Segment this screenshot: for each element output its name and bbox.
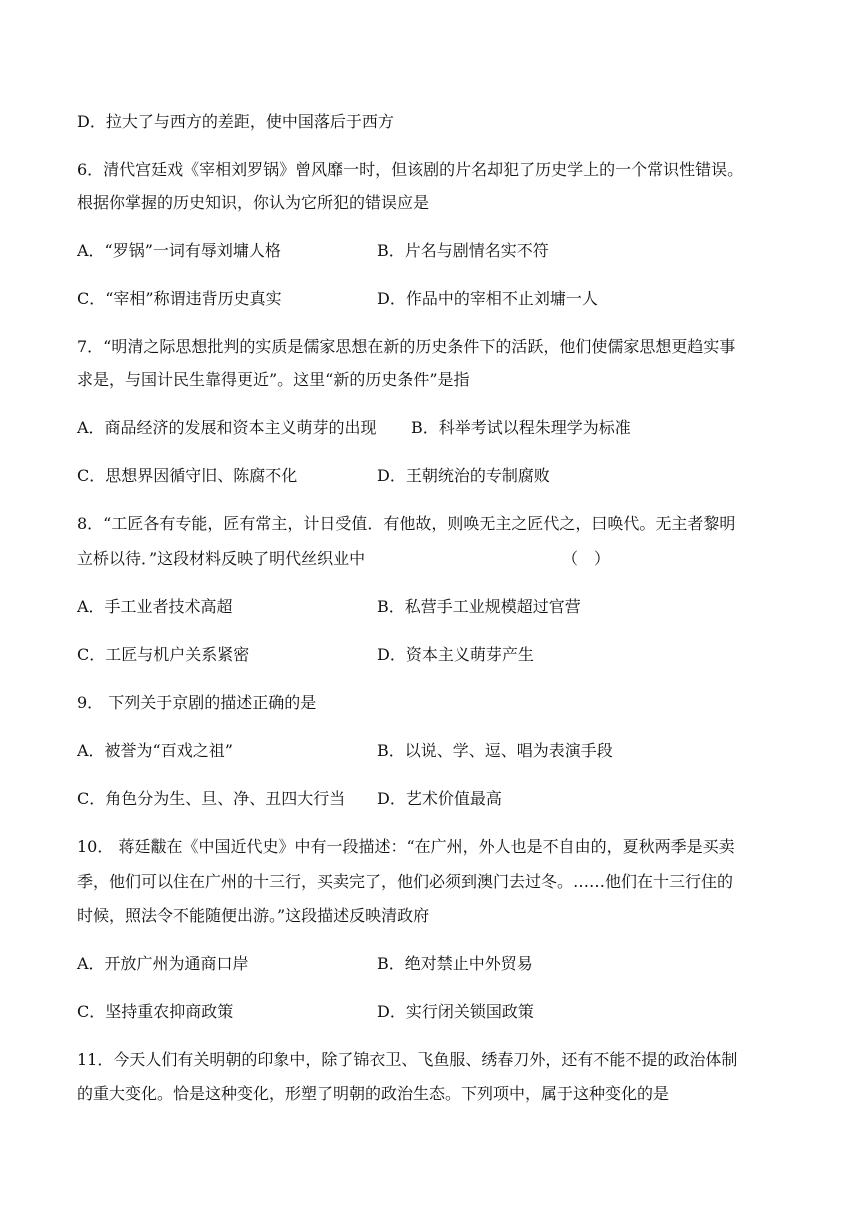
q6-option-d: D．作品中的宰相不止刘墉一人 (377, 289, 598, 308)
q9-option-b: B．以说、学、逗、唱为表演手段 (377, 741, 613, 760)
q7-stem-line-1: 7．“明清之际思想批判的实质是儒家思想在新的历史条件下的活跃，他们使儒家思想更趋实事 (77, 337, 736, 356)
q10-stem-line-1: 10． 蒋廷黻在《中国近代史》中有一段描述：“在广州，外人也是不自由的，夏秋两季是买卖 (77, 837, 735, 856)
q10-option-b: B．绝对禁止中外贸易 (377, 954, 533, 973)
q10-option-a: A．开放广州为通商口岸 (77, 954, 249, 973)
q9-option-d: D．艺术价值最高 (377, 789, 502, 808)
q6-option-a: A．“罗锅”一词有辱刘墉人格 (77, 241, 281, 260)
q8-option-c: C．工匠与机户关系紧密 (77, 645, 250, 664)
q8-option-a: A．手工业者技术高超 (77, 597, 233, 616)
q10-option-c: C．坚持重农抑商政策 (77, 1002, 234, 1021)
q10-stem-line-2: 季，他们可以住在广州的十三行，买卖完了，他们必须到澳门去过冬。……他们在十三行住的 (77, 872, 734, 891)
q6-option-b: B．片名与剧情名实不符 (377, 241, 549, 260)
q8-stem-text: 立桥以待．”这段材料反映了明代丝织业中 (77, 549, 366, 568)
q8-stem-line-1: 8．“工匠各有专能，匠有常主，计日受值．有他故，则唤无主之匠代之，曰唤代。无主者黎明 (77, 514, 736, 533)
q6-option-c: C．“宰相”称谓违背历史真实 (77, 289, 282, 308)
q7-option-d: D．王朝统治的专制腐败 (377, 466, 550, 485)
q8-stem-line-2 (77, 549, 797, 569)
q7-option-c: C．思想界因循守旧、陈腐不化 (77, 466, 298, 485)
q9-option-a: A．被誉为“百戏之祖” (77, 741, 233, 760)
q5-option-d: D．拉大了与西方的差距，使中国落后于西方 (77, 112, 394, 131)
q8-answer-paren: （ ） (562, 549, 611, 568)
q10-option-d: D．实行闭关锁国政策 (377, 1002, 534, 1021)
q11-stem-line-1: 11．今天人们有关明朝的印象中，除了锦衣卫、飞鱼服、绣春刀外，还有不能不提的政治体制 (77, 1050, 738, 1069)
q6-stem-line-2: 根据你掌握的历史知识，你认为它所犯的错误应是 (77, 193, 430, 212)
q8-option-d: D．资本主义萌芽产生 (377, 645, 534, 664)
q9-stem-line-1: 9． 下列关于京剧的描述正确的是 (77, 693, 317, 712)
q6-stem-line-1: 6．清代宫廷戏《宰相刘罗锅》曾风靡一时，但该剧的片名却犯了历史学上的一个常识性错误。 (77, 160, 744, 179)
q9-option-c: C．角色分为生、旦、净、丑四大行当 (77, 789, 346, 808)
q7-stem-line-2: 求是，与国计民生靠得更近”。这里“新的历史条件”是指 (77, 370, 470, 389)
q7-option-b: B．科举考试以程朱理学为标准 (411, 418, 631, 437)
q11-stem-line-2: 的重大变化。恰是这种变化，形塑了明朝的政治生态。下列项中，属于这种变化的是 (77, 1084, 670, 1103)
q7-option-a: A．商品经济的发展和资本主义萌芽的出现 (77, 418, 377, 437)
q10-stem-line-3: 时候，照法令不能随便出游。”这段描述反映清政府 (77, 906, 430, 925)
q8-option-b: B．私营手工业规模超过官营 (377, 597, 581, 616)
